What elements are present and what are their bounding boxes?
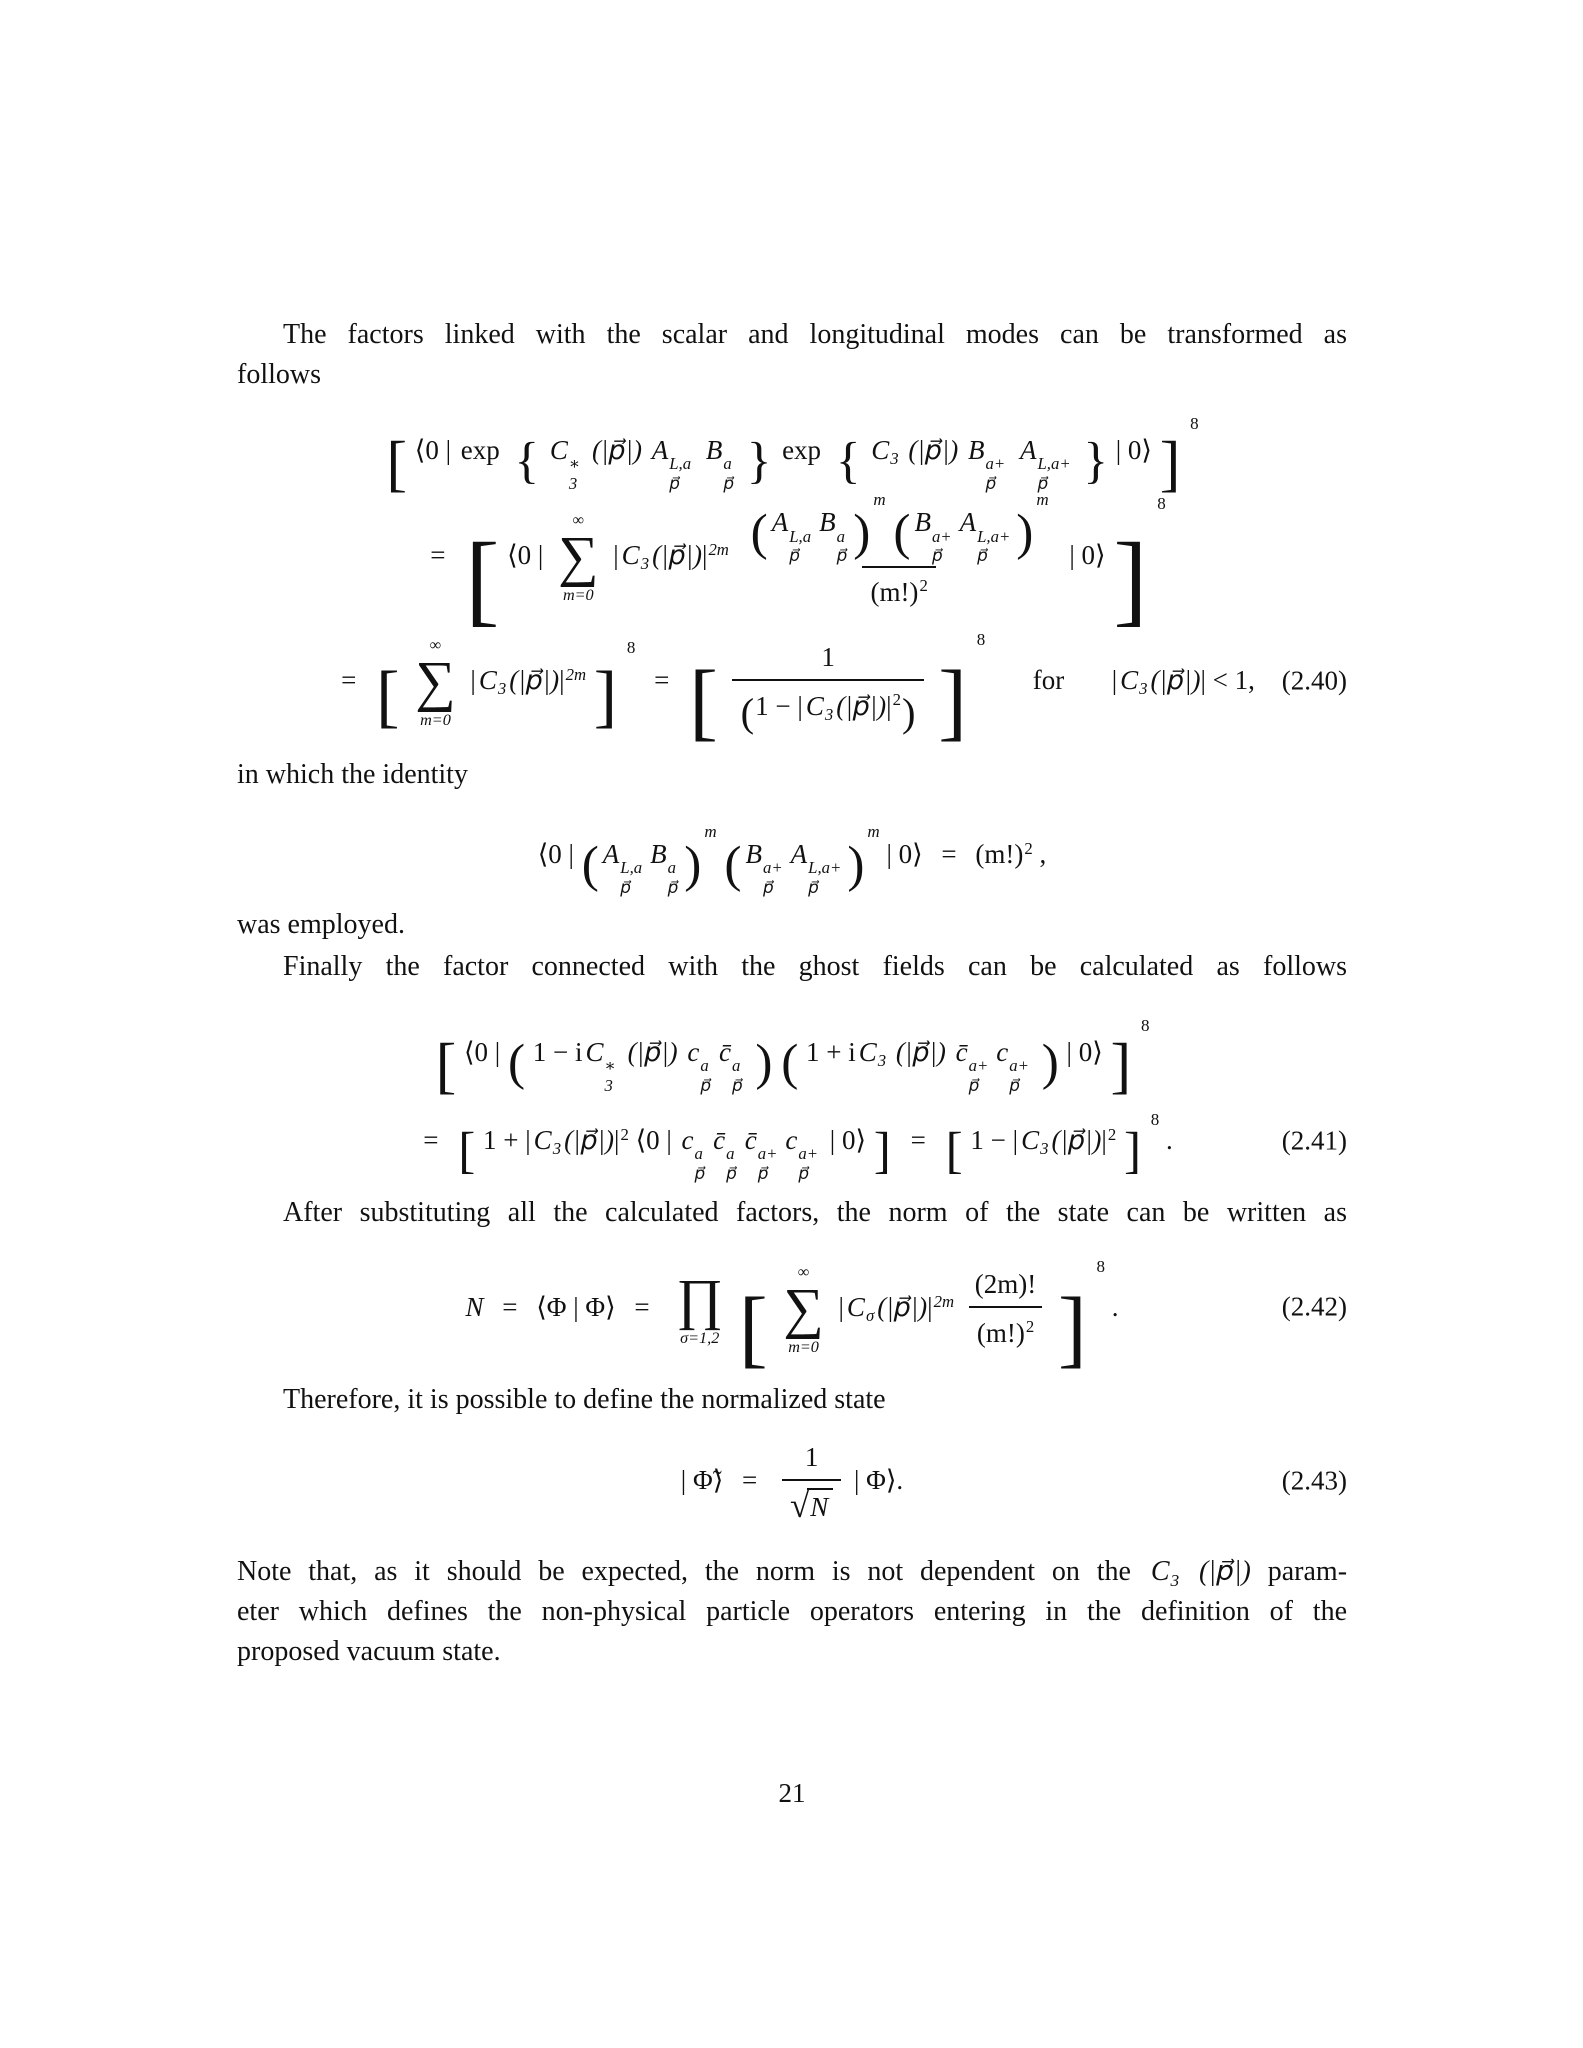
tok-one-minus: 1 − xyxy=(755,690,791,721)
sum-symbol: ∑ xyxy=(415,650,456,714)
tok-one-minus-i: 1 − i xyxy=(532,1037,583,1067)
page-number: 21 xyxy=(778,1778,806,1808)
left-bracket: [ xyxy=(465,522,500,636)
sum-symbol: ∑ xyxy=(783,1277,824,1341)
exponent-2: 2 xyxy=(620,1124,629,1144)
tok-abs-p: (|p⃗|) xyxy=(895,1037,946,1067)
operator-C3: C3 xyxy=(1120,665,1148,699)
fraction xyxy=(782,1435,841,1531)
fraction xyxy=(732,635,925,736)
abs-bar: | xyxy=(1012,1125,1019,1155)
tok-abs-p: (|p⃗|) xyxy=(1199,1556,1251,1587)
fraction xyxy=(967,1262,1044,1358)
left-bracket: [ xyxy=(435,1031,457,1100)
paragraph-7-line-1 xyxy=(237,1552,1347,1592)
operator-A-Ladag: A L,a+ p⃗ xyxy=(959,507,1011,565)
paragraph-5: After substituting all the calculated factors, the norm of the state can be written as xyxy=(283,1197,1347,1228)
operator-C3: C3 xyxy=(533,1125,562,1159)
left-paren: ( xyxy=(750,504,768,562)
abs-bar: | xyxy=(614,1125,620,1155)
abs-bar: | xyxy=(1101,1125,1107,1155)
tok-one: 1 xyxy=(821,641,835,672)
right-bracket: ] xyxy=(593,656,618,735)
paragraph-7-line-3: proposed vacuum state. xyxy=(237,1636,501,1667)
equals-sign: = xyxy=(634,1292,650,1322)
paragraph-2: in which the identity xyxy=(237,759,468,790)
exponent-m: m xyxy=(1036,490,1049,510)
exponent-2: 2 xyxy=(1107,1124,1117,1144)
tok-ket0: | 0⟩ xyxy=(886,839,923,869)
operator-cbar-adag: c̄ a+ p⃗ xyxy=(744,1125,778,1183)
operator-C3: C3 xyxy=(858,1037,887,1071)
exponent-2m: 2m xyxy=(708,539,729,559)
right-paren: ) xyxy=(684,835,702,893)
equation-2-42 xyxy=(237,1242,1347,1376)
tok-period: . xyxy=(1111,1292,1119,1322)
square-root xyxy=(789,1485,833,1525)
abs-bar: | xyxy=(702,540,708,570)
abs-bar: | xyxy=(886,690,892,721)
abs-bar: | xyxy=(613,540,619,570)
tok-bra-phi-ket-phi: ⟨Φ | Φ⟩ xyxy=(536,1292,616,1322)
tok-m-factorial: (m!) xyxy=(870,576,919,607)
operator-C3: C3 xyxy=(805,690,834,724)
sum-operator xyxy=(415,636,455,730)
left-bracket: [ xyxy=(738,1279,768,1376)
tok-bra0: ⟨0 | xyxy=(635,1125,672,1155)
abs-bar: | xyxy=(1111,665,1118,695)
right-paren: ) xyxy=(847,835,865,893)
left-paren: ( xyxy=(781,1033,799,1091)
left-bracket: [ xyxy=(386,429,408,498)
equals-sign: = xyxy=(741,1465,758,1495)
exponent-8: 8 xyxy=(626,638,636,657)
paragraph-4: Finally the factor connected with the ghost fields can be calculated as follows xyxy=(283,951,1347,982)
left-bracket: [ xyxy=(376,656,400,735)
left-bracket: [ xyxy=(945,1121,963,1179)
sum-symbol: ∑ xyxy=(558,525,599,589)
abs-bar: | xyxy=(797,690,803,721)
tok-ket0: | 0⟩ xyxy=(1115,435,1152,465)
exponent-m: m xyxy=(704,822,717,841)
right-paren: ) xyxy=(1041,1033,1059,1091)
exponent-2: 2 xyxy=(919,576,928,596)
tok-abs-p: (|p⃗|) xyxy=(564,1125,615,1155)
radical-sign: √ xyxy=(789,1485,810,1525)
tok-exp: exp xyxy=(782,435,822,465)
sum-lower-limit: m=0 xyxy=(562,586,594,605)
exponent-8: 8 xyxy=(1190,414,1199,433)
right-bracket: ] xyxy=(938,652,967,749)
abs-bar: | xyxy=(470,665,476,695)
right-paren: ) xyxy=(901,690,916,736)
operator-A-La: A L,a p⃗ xyxy=(651,435,692,493)
equals-sign: = xyxy=(423,1125,439,1155)
tok-one-plus: 1 + xyxy=(483,1125,519,1155)
tok-one: 1 xyxy=(804,1441,819,1472)
paragraph-3: was employed. xyxy=(237,909,405,940)
fraction xyxy=(742,490,1057,616)
equation-number-2-41: (2.41) xyxy=(1281,1125,1347,1155)
left-brace: { xyxy=(514,431,540,489)
tok-N: N xyxy=(465,1292,484,1322)
tok-p7-text-b: param- xyxy=(1267,1556,1348,1587)
tok-one-minus: 1 − xyxy=(970,1125,1006,1155)
product-symbol: ∏ xyxy=(676,1268,724,1332)
left-bracket: [ xyxy=(458,1121,476,1179)
exponent-2m: 2m xyxy=(933,1291,955,1311)
sum-upper-limit: ∞ xyxy=(797,1262,810,1281)
tok-abs-p: (|p⃗|) xyxy=(908,435,959,465)
equals-sign: = xyxy=(941,839,957,869)
abs-bar: | xyxy=(1200,665,1206,695)
exponent-8: 8 xyxy=(1140,1016,1150,1035)
equals-sign: = xyxy=(502,1292,518,1322)
tok-one-plus-i: 1 + i xyxy=(806,1037,856,1067)
tok-abs-p: (|p⃗|) xyxy=(1150,665,1201,695)
equation-number-2-43: (2.43) xyxy=(1281,1465,1347,1495)
right-bracket: ] xyxy=(1110,1031,1132,1100)
right-paren: ) xyxy=(853,504,871,562)
exponent-m: m xyxy=(873,490,886,510)
product-operator xyxy=(676,1268,724,1347)
tok-bra0: ⟨0 | xyxy=(414,435,451,465)
sum-upper-limit: ∞ xyxy=(429,635,442,654)
exponent-2: 2 xyxy=(892,690,901,710)
operator-B-adag: B a+ p⃗ xyxy=(968,435,1006,493)
left-bracket: [ xyxy=(689,652,718,749)
tok-ket-phi: | Φ⟩. xyxy=(854,1465,904,1495)
left-paren: ( xyxy=(581,835,599,893)
operator-B-a: B a p⃗ xyxy=(650,839,679,897)
tok-N: N xyxy=(807,1488,833,1525)
tok-m-factorial: (m!) xyxy=(976,1317,1025,1348)
equals-sign: = xyxy=(341,665,357,695)
right-paren: ) xyxy=(1016,504,1034,562)
operator-A-La: A L,a p⃗ xyxy=(771,507,812,565)
exponent-2m: 2m xyxy=(565,664,587,684)
operator-C-sigma: Cσ xyxy=(846,1292,875,1326)
tok-bra0: ⟨0 | xyxy=(537,839,574,869)
product-lower-limit: σ=1,2 xyxy=(680,1328,720,1347)
tok-ket0: | 0⟩ xyxy=(1069,540,1106,570)
equals-sign: = xyxy=(430,540,446,570)
identity-equation xyxy=(237,812,1347,897)
equation-2-40-line-2 xyxy=(237,488,1347,636)
paragraph-1-line-2: follows xyxy=(237,359,321,390)
equation-2-40-line-1 xyxy=(237,410,1347,498)
operator-C3: C3 xyxy=(478,665,507,699)
operator-cbar-adag: c̄ a+ p⃗ xyxy=(955,1037,989,1095)
operator-cbar-a: c̄ a p⃗ xyxy=(713,1125,737,1183)
right-paren: ) xyxy=(755,1033,773,1091)
exponent-8: 8 xyxy=(976,630,986,649)
tok-abs-p: (|p⃗|) xyxy=(652,540,703,570)
paragraph-1-line-1: The factors linked with the scalar and longitudinal modes can be transformed as xyxy=(283,319,1347,350)
tok-abs-p: (|p⃗|) xyxy=(1051,1125,1102,1155)
paragraph-6: Therefore, it is possible to define the normalized state xyxy=(283,1384,886,1415)
operator-C3-conj: C ∗ 3 xyxy=(549,435,581,493)
tok-ket0: | 0⟩ xyxy=(1066,1037,1103,1067)
right-bracket: ] xyxy=(1123,1121,1142,1179)
paragraph-7-line-2: eter which defines the non-physical particle operators entering in the definition of the xyxy=(237,1596,1347,1627)
left-paren: ( xyxy=(724,835,742,893)
right-bracket: ] xyxy=(1058,1279,1087,1376)
left-paren: ( xyxy=(893,504,911,562)
equation-number-2-42: (2.42) xyxy=(1281,1291,1347,1322)
operator-C3: C3 xyxy=(1021,1125,1049,1159)
exponent-8: 8 xyxy=(1150,1110,1160,1129)
tok-abs-p: (|p⃗|) xyxy=(627,1037,678,1067)
tok-2m-factorial: (2m)! xyxy=(974,1268,1037,1299)
operator-C3: C3 xyxy=(621,540,650,574)
tok-m-factorial: (m!) xyxy=(975,839,1024,869)
operator-B-adag: B a+ p⃗ xyxy=(745,839,783,897)
right-bracket: ] xyxy=(1113,522,1148,636)
tok-less-than-one: < 1, xyxy=(1212,665,1255,695)
tok-period: . xyxy=(1166,1125,1173,1155)
equals-sign: = xyxy=(654,665,670,695)
tok-for: for xyxy=(1032,665,1065,695)
equation-number-2-40: (2.40) xyxy=(1281,665,1347,695)
exponent-8: 8 xyxy=(1157,494,1166,513)
abs-bar: | xyxy=(525,1125,531,1155)
tok-abs-p: (|p⃗|) xyxy=(592,435,642,465)
tok-p7-text-a: Note that, as it should be expected, the norm is not dependent on the xyxy=(237,1556,1131,1587)
right-brace: } xyxy=(1083,431,1108,489)
tok-abs-p: (|p⃗|) xyxy=(509,665,560,695)
operator-C3: C3 xyxy=(1150,1556,1180,1590)
tok-exp: exp xyxy=(460,435,500,465)
abs-bar: | xyxy=(838,1292,844,1322)
exponent-2: 2 xyxy=(1025,1317,1035,1337)
sum-lower-limit: m=0 xyxy=(788,1338,819,1357)
left-paren: ( xyxy=(507,1033,526,1091)
equation-2-40-line-3 xyxy=(237,618,1347,749)
exponent-m: m xyxy=(867,822,880,841)
operator-B-a: B a p⃗ xyxy=(705,435,734,493)
abs-bar: | xyxy=(559,665,565,695)
tok-ket0: | 0⟩ xyxy=(829,1125,866,1155)
operator-B-adag: B a+ p⃗ xyxy=(914,507,952,565)
equals-sign: = xyxy=(910,1125,926,1155)
tok-bra0: ⟨0 | xyxy=(464,1037,501,1067)
equation-2-41-line-2 xyxy=(237,1098,1347,1183)
left-brace: { xyxy=(835,431,861,489)
exponent-2: 2 xyxy=(1024,838,1033,858)
sum-operator xyxy=(783,1263,823,1357)
right-bracket: ] xyxy=(1159,429,1181,498)
right-brace: } xyxy=(746,431,772,489)
tok-comma: , xyxy=(1039,839,1047,869)
operator-C3: C3 xyxy=(871,435,899,469)
operator-c-adag: c a+ p⃗ xyxy=(996,1037,1029,1095)
operator-A-Ladag: A L,a+ p⃗ xyxy=(790,839,842,897)
left-paren: ( xyxy=(740,690,755,736)
tok-abs-p: (|p⃗|) xyxy=(836,690,887,721)
operator-c-a: c a p⃗ xyxy=(681,1125,706,1183)
exponent-8: 8 xyxy=(1096,1257,1106,1276)
operator-C3-conj: C ∗ 3 xyxy=(585,1037,616,1095)
operator-c-adag: c a+ p⃗ xyxy=(785,1125,819,1183)
operator-A-Ladag: A L,a+ p⃗ xyxy=(1019,435,1071,493)
sum-lower-limit: m=0 xyxy=(420,711,451,730)
equation-2-41-line-1 xyxy=(237,1012,1347,1100)
sum-operator xyxy=(558,511,598,605)
tok-bra0: ⟨0 | xyxy=(507,540,544,570)
operator-B-a: B a p⃗ xyxy=(819,507,848,565)
equation-2-43 xyxy=(237,1428,1347,1533)
tok-abs-p: (|p⃗|) xyxy=(877,1292,928,1322)
abs-bar: | xyxy=(927,1292,933,1322)
right-bracket: ] xyxy=(873,1121,891,1179)
tok-ket-phi-tilde: | Φ̃⟩ xyxy=(680,1465,724,1495)
operator-A-La: A L,a p⃗ xyxy=(602,839,643,897)
operator-cbar-a: c̄ a p⃗ xyxy=(719,1037,743,1095)
operator-c-a: c a p⃗ xyxy=(687,1037,711,1095)
sum-upper-limit: ∞ xyxy=(572,510,585,529)
